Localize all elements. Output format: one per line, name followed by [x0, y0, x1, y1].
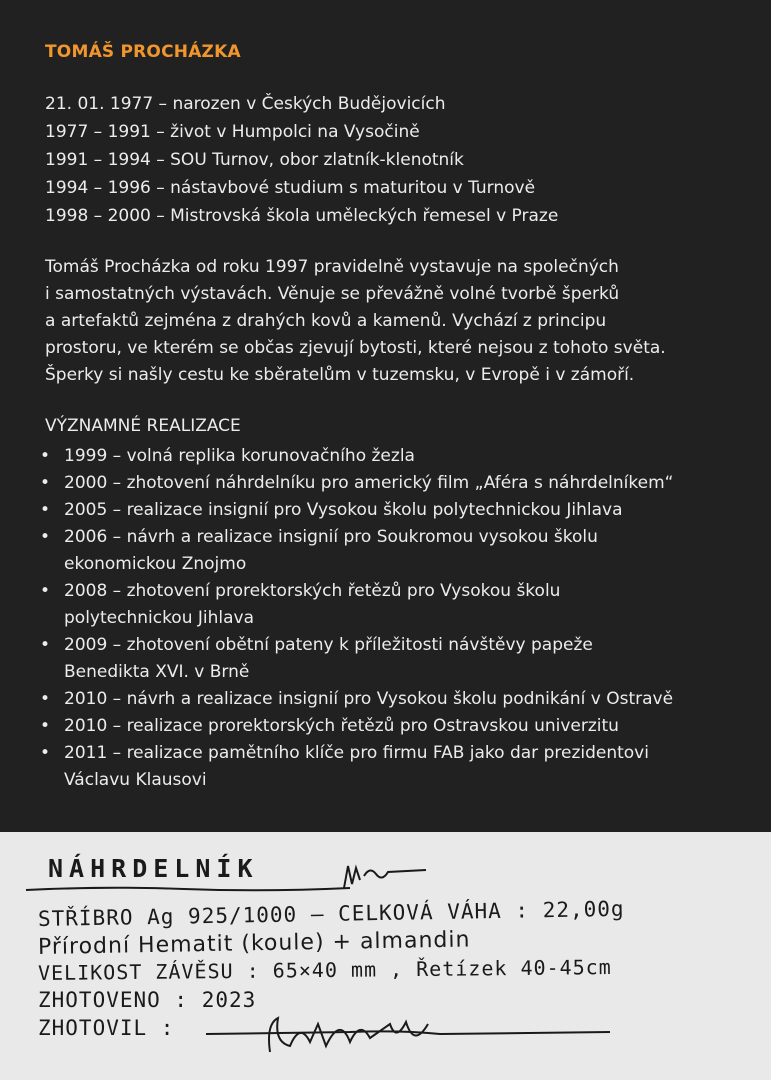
bullet-icon: •	[40, 635, 51, 655]
list-item	[40, 470, 673, 497]
list-item-text: 2008 – zhotovení prorektorských řetězů pro Vysokou školu	[64, 581, 561, 601]
bio-line: Tomáš Procházka od roku 1997 pravidelně vystavuje na společných	[45, 257, 619, 277]
list-item-text-continued: polytechnickou Jihlava	[64, 608, 255, 628]
list-item	[40, 713, 673, 740]
handwritten-title: NÁHRDELNÍK	[48, 854, 259, 883]
list-item-text: 1999 – volná replika korunovačního žezla	[64, 446, 415, 466]
timeline	[45, 90, 558, 230]
bio-line: i samostatných výstavách. Věnuje se převážně volné tvorbě šperků	[45, 284, 620, 304]
list-item-text: 2000 – zhotovení náhrdelníku pro americký film „Aféra s náhrdelníkem“	[64, 473, 674, 493]
made-by-line: ZHOTOVIL :	[38, 1016, 175, 1040]
list-item-text-continued: Benedikta XVI. v Brně	[64, 662, 250, 682]
biography-paragraph	[45, 254, 745, 389]
timeline-row: 1977 – 1991 – život v Humpolci na Vysočině	[45, 122, 420, 142]
list-item-text-continued: ekonomickou Znojmo	[64, 554, 247, 574]
bullet-icon: •	[40, 446, 51, 466]
list-item-text: 2006 – návrh a realizace insignií pro Soukromou vysokou školu	[64, 527, 598, 547]
bullet-icon: •	[40, 716, 51, 736]
realizations-list	[40, 443, 673, 794]
list-item-text: 2005 – realizace insignií pro Vysokou školu polytechnickou Jihlava	[64, 500, 623, 520]
bullet-icon: •	[40, 527, 51, 547]
scribble-mark	[340, 858, 430, 898]
list-item-text: 2010 – návrh a realizace insignií pro Vysokou školu podnikání v Ostravě	[64, 689, 674, 709]
list-item-text-continued: Václavu Klausovi	[64, 770, 207, 790]
bio-line: prostoru, ve kterém se občas zjevují bytosti, které nejsou z tohoto světa.	[45, 338, 666, 358]
timeline-row: 1994 – 1996 – nástavbové studium s maturitou v Turnově	[45, 178, 536, 198]
section-title: VÝZNAMNÉ REALIZACE	[45, 416, 241, 436]
stones-line: Přírodní Hematit (koule) + almandin	[37, 927, 471, 960]
list-item-text: 2010 – realizace prorektorských řetězů pro Ostravskou univerzitu	[64, 716, 619, 736]
list-item	[40, 524, 673, 578]
list-item	[40, 632, 673, 686]
material-line: STŘÍBRO Ag 925/1000 – CELKOVÁ VÁHA : 22,00g	[37, 896, 625, 931]
timeline-row: 21. 01. 1977 – narozen v Českých Budějovicích	[45, 94, 446, 114]
list-item	[40, 686, 673, 713]
list-item-text: 2011 – realizace pamětního klíče pro firmu FAB jako dar prezidentovi	[64, 743, 649, 763]
bullet-icon: •	[40, 500, 51, 520]
made-year-line: ZHOTOVENO : 2023	[38, 988, 257, 1012]
bullet-icon: •	[40, 581, 51, 601]
signature	[200, 1012, 620, 1062]
list-item	[40, 497, 673, 524]
list-item	[40, 443, 673, 470]
title-underline	[24, 882, 354, 896]
bio-line: Šperky si našly cestu ke sběratelům v tuzemsku, v Evropě i v zámoří.	[45, 365, 635, 385]
list-item	[40, 740, 673, 794]
size-line: VELIKOST ZÁVĚSU : 65×40 mm , Řetízek 40-45cm	[37, 954, 612, 985]
handwritten-note	[0, 832, 771, 1080]
list-item-text: 2009 – zhotovení obětní pateny k příležitosti návštěvy papeže	[64, 635, 593, 655]
bullet-icon: •	[40, 689, 51, 709]
timeline-row: 1991 – 1994 – SOU Turnov, obor zlatník-klenotník	[45, 150, 464, 170]
timeline-row: 1998 – 2000 – Mistrovská škola uměleckých řemesel v Praze	[45, 206, 559, 226]
list-item	[40, 578, 673, 632]
bio-line: a artefaktů zejména z drahých kovů a kamenů. Vychází z principu	[45, 311, 607, 331]
bullet-icon: •	[40, 743, 51, 763]
artist-name: TOMÁŠ PROCHÁZKA	[45, 42, 241, 62]
bullet-icon: •	[40, 473, 51, 493]
